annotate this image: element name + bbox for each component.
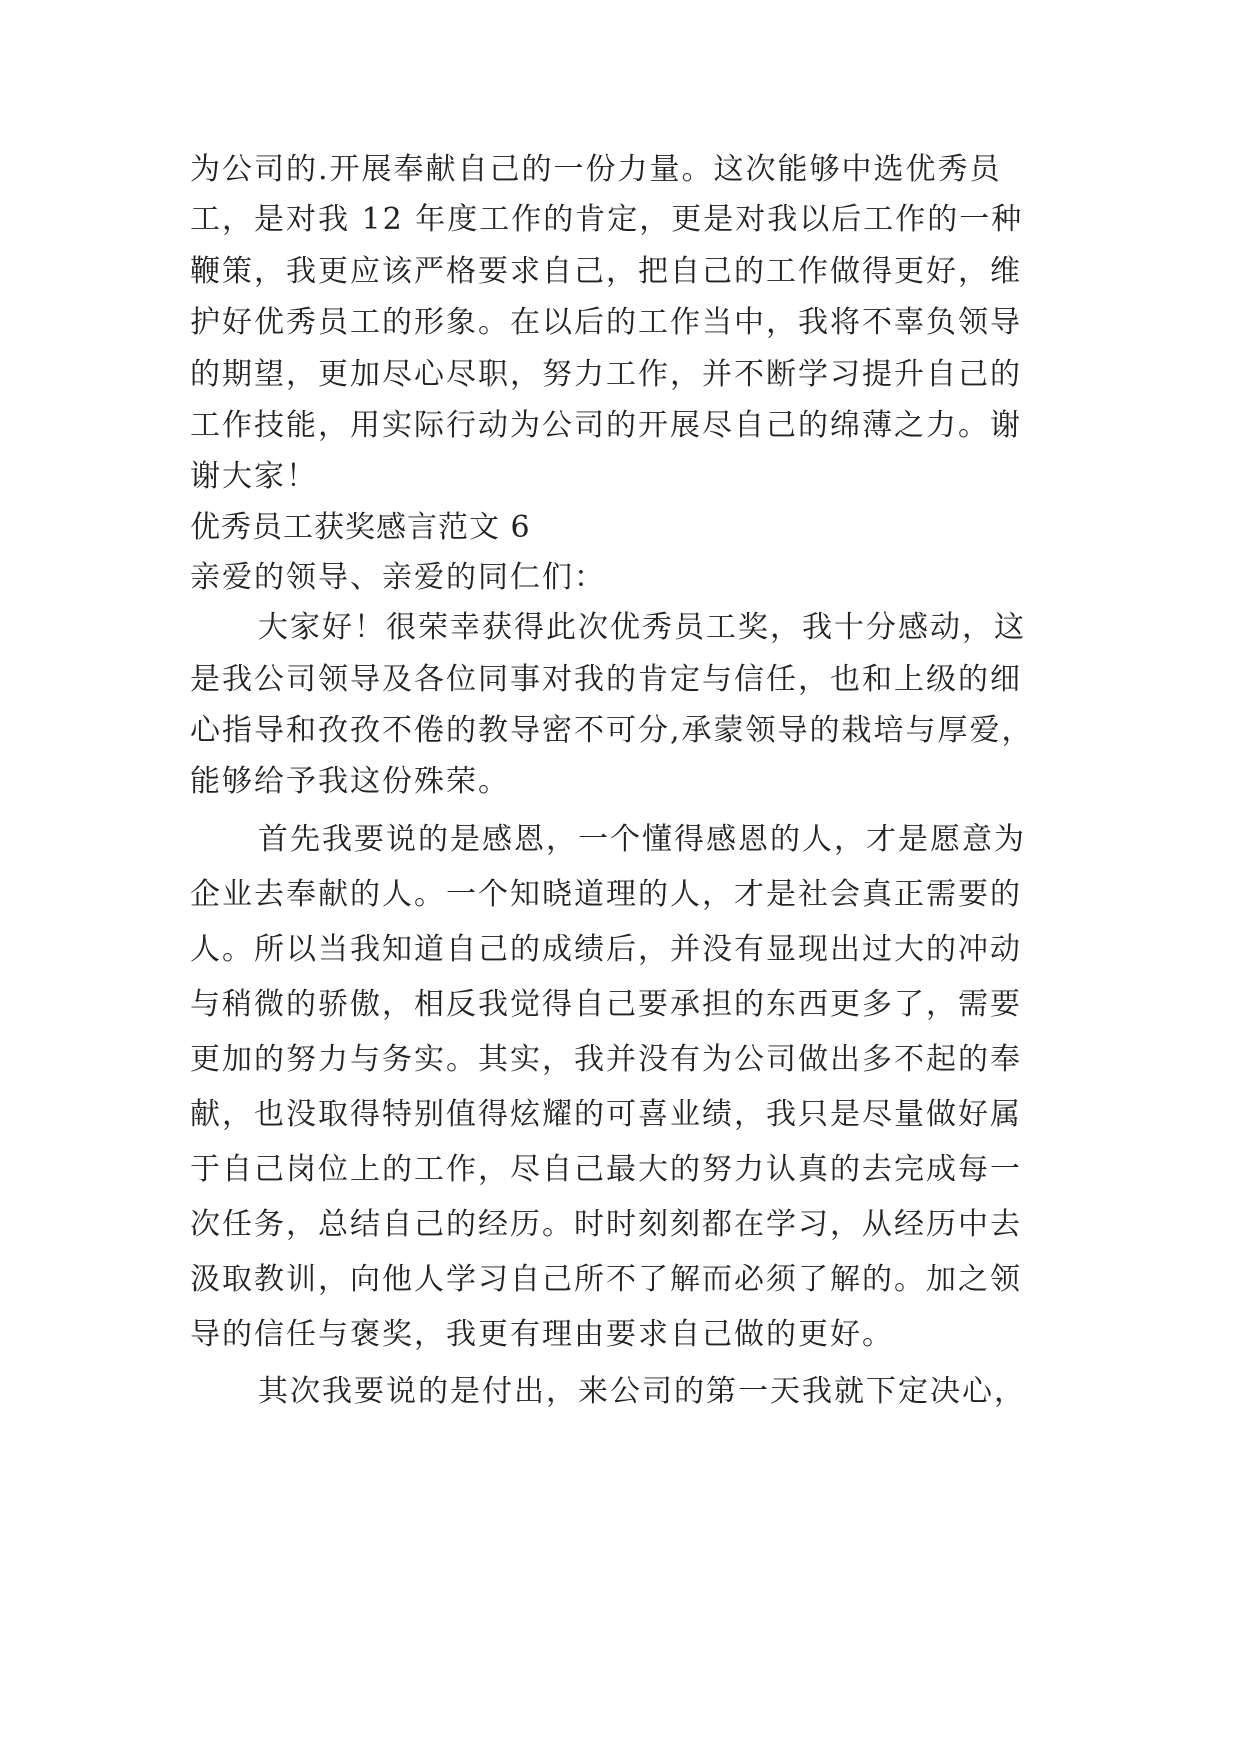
salutation: 亲爱的领导、亲爱的同仁们： (190, 560, 606, 595)
paragraph-line: 首先我要说的是感恩，一个懂得感恩的人，才是愿意为 (258, 822, 1026, 857)
paragraph-line: 人。所以当我知道自己的成绩后，并没有显现出过大的冲动 (190, 932, 1022, 967)
paragraph-line: 心指导和孜孜不倦的教导密不可分,承蒙领导的栽培与厚爱， (190, 713, 1034, 748)
paragraph-line: 谢大家！ (190, 459, 318, 494)
paragraph-line: 导的信任与褒奖，我更有理由要求自己做的更好。 (190, 1317, 894, 1352)
paragraph-line: 其次我要说的是付出，来公司的第一天我就下定决心， (258, 1374, 1026, 1409)
paragraph-line: 汲取教训，向他人学习自己所不了解而必须了解的。加之领 (190, 1262, 1022, 1297)
section-title: 优秀员工获奖感言范文 6 (190, 510, 531, 545)
paragraph-line: 献，也没取得特别值得炫耀的可喜业绩，我只是尽量做好属 (190, 1097, 1022, 1132)
paragraph-line: 是我公司领导及各位同事对我的肯定与信任，也和上级的细 (190, 662, 1022, 697)
paragraph-line: 鞭策，我更应该严格要求自己，把自己的工作做得更好，维 (190, 254, 1022, 289)
paragraph-line: 更加的努力与务实。其实，我并没有为公司做出多不起的奉 (190, 1042, 1022, 1077)
paragraph-line: 护好优秀员工的形象。在以后的工作当中，我将不辜负领导 (190, 305, 1022, 340)
paragraph-line: 为公司的.开展奉献自己的一份力量。这次能够中选优秀员 (190, 152, 1002, 187)
paragraph-line: 于自己岗位上的工作，尽自己最大的努力认真的去完成每一 (190, 1152, 1022, 1187)
paragraph-line: 工作技能，用实际行动为公司的开展尽自己的绵薄之力。谢 (190, 408, 1022, 443)
paragraph-line: 工，是对我 12 年度工作的肯定，更是对我以后工作的一种 (190, 202, 1024, 237)
paragraph-line: 与稍微的骄傲，相反我觉得自己要承担的东西更多了，需要 (190, 987, 1022, 1022)
paragraph-line: 次任务，总结自己的经历。时时刻刻都在学习，从经历中去 (190, 1207, 1022, 1242)
paragraph-line: 大家好！很荣幸获得此次优秀员工奖，我十分感动，这 (258, 610, 1026, 645)
paragraph-line: 能够给予我这份殊荣。 (190, 764, 510, 799)
paragraph-line: 的期望，更加尽心尽职，努力工作，并不断学习提升自己的 (190, 357, 1022, 392)
paragraph-line: 企业去奉献的人。一个知晓道理的人，才是社会真正需要的 (190, 877, 1022, 912)
